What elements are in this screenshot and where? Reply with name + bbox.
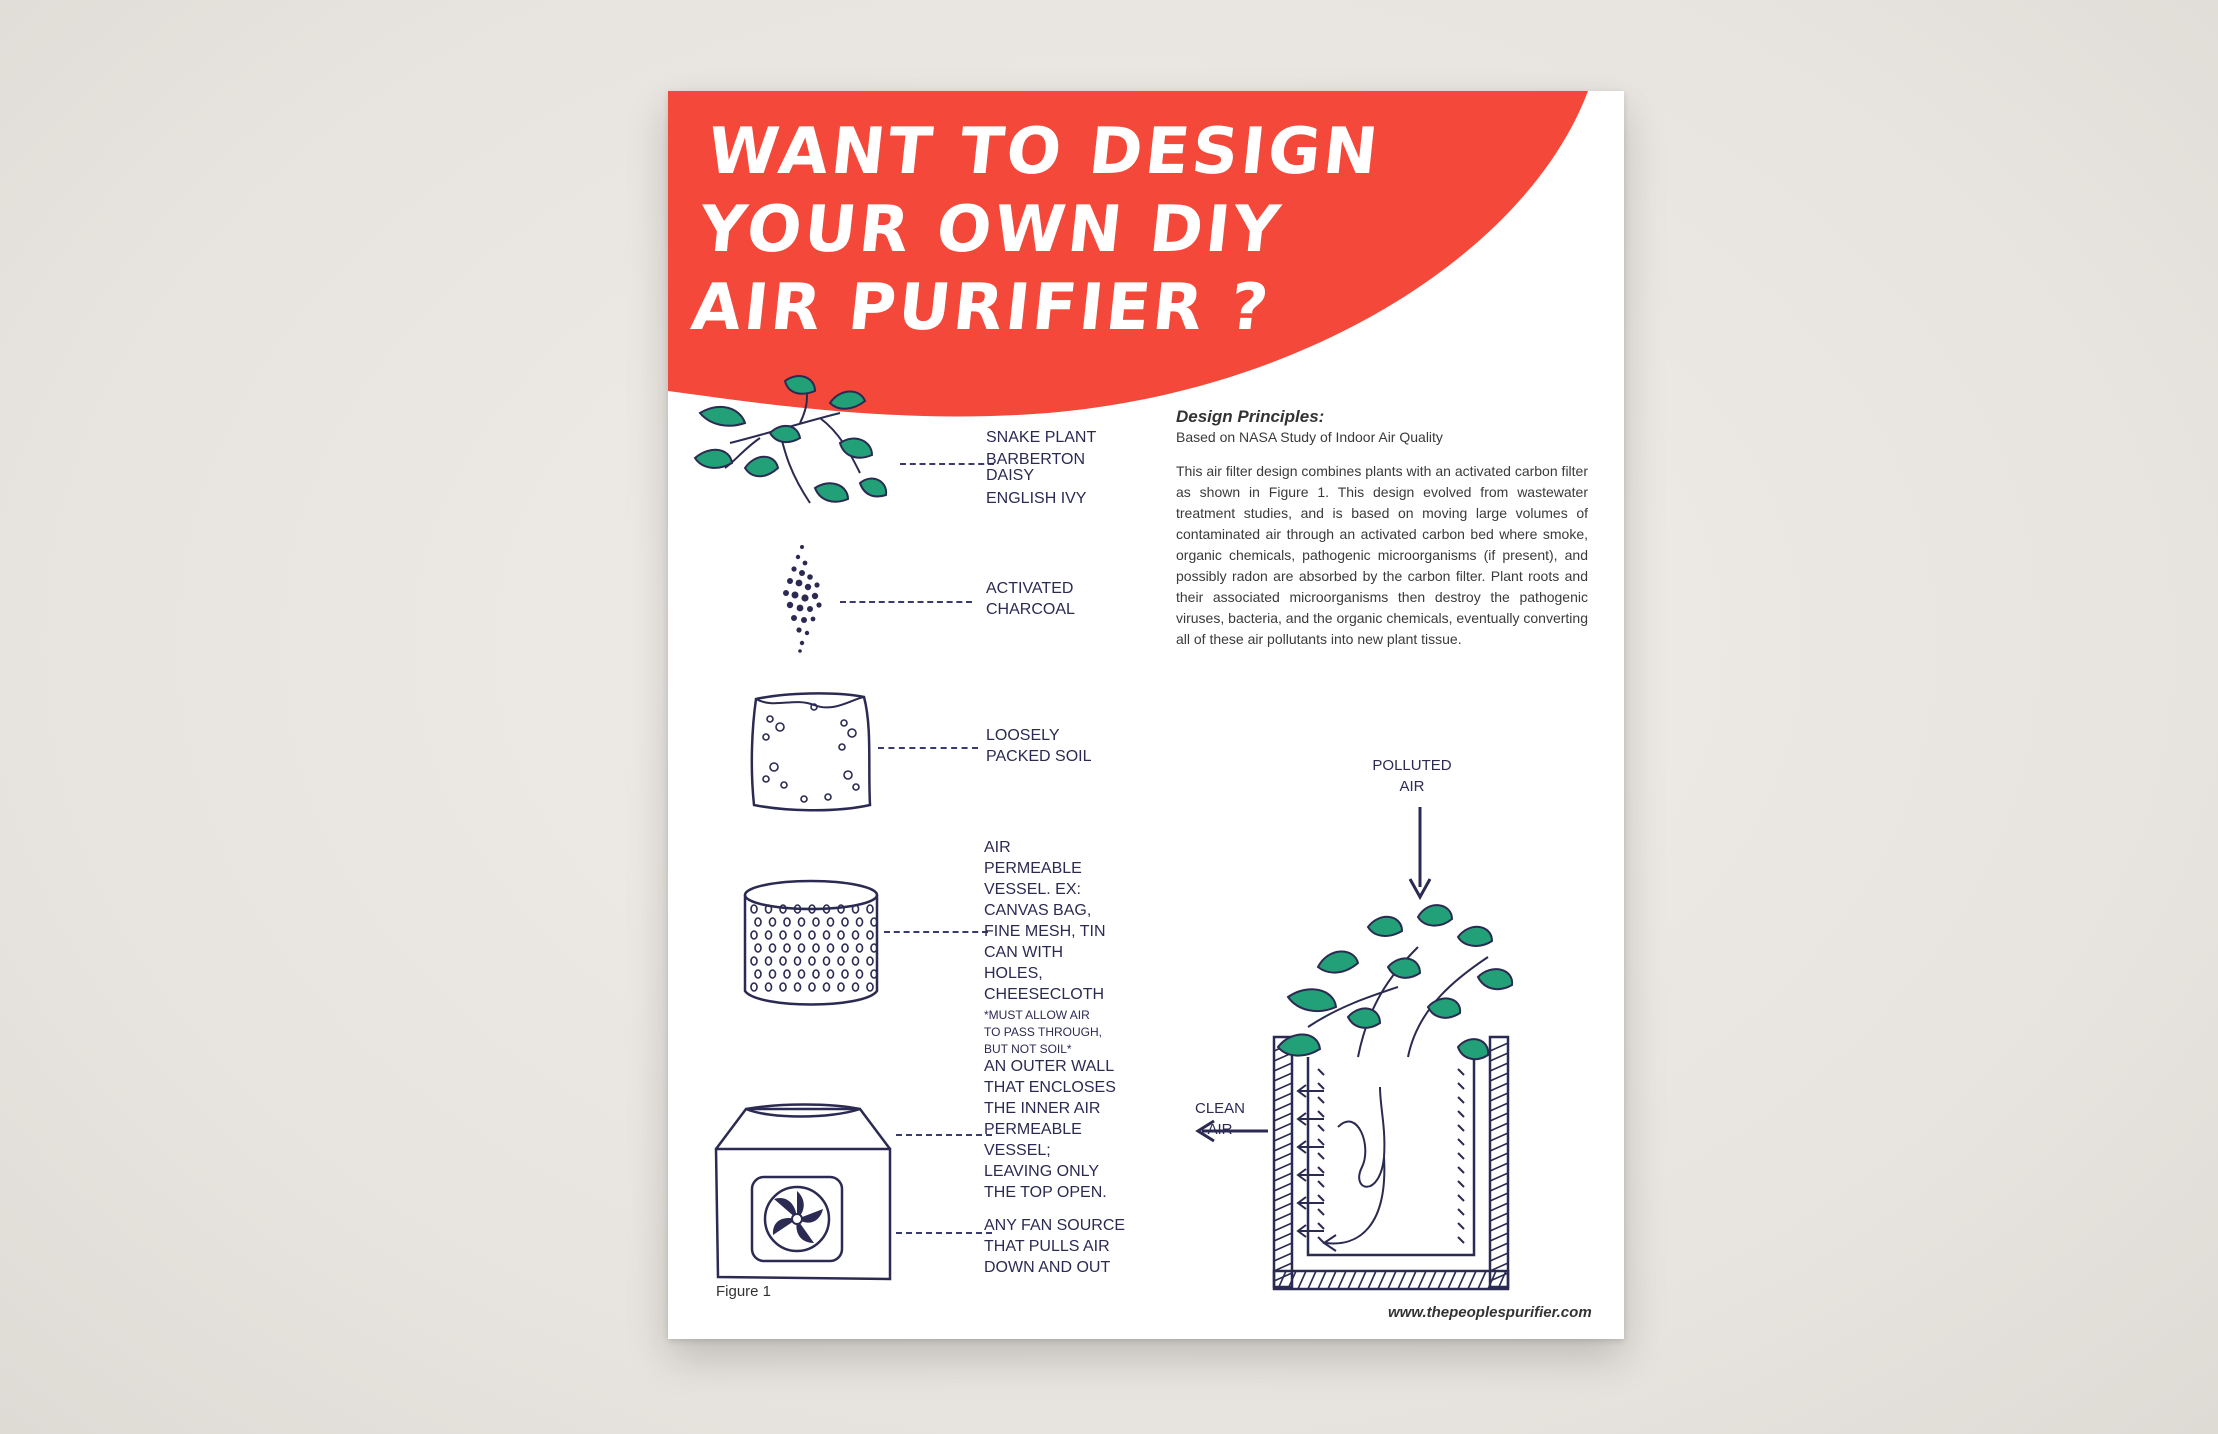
principles-subheading: Based on NASA Study of Indoor Air Quality xyxy=(1176,429,1443,445)
vessel-leader-line xyxy=(884,931,988,933)
plant-name: BARBERTON DAISY xyxy=(986,451,1085,484)
label-outer-wall: AN OUTER WALL THAT ENCLOSES THE INNER AIR PERMEABLE VESSEL; LEAVING ONLY THE TOP OPEN. xyxy=(984,1058,1116,1201)
principles-body: This air filter design combines plants with an activated carbon filter as shown in Figure 1. This design evolved from wastewater treatment studies, and is based on moving large volumes of contaminated air through an activated carbon bed where smoke, organic chemicals, pathogenic microorganisms (if present), and possibly radon are absorbed by the carbon filter. Plant roots and their associated microorganisms then destroy the pathogenic viruses, bacteria, and the organic chemicals, eventually converting all of these air pollutants into new plant tissue. xyxy=(1176,463,1588,647)
title-line-2: YOUR OWN DIY xyxy=(696,193,1287,267)
design-principles xyxy=(1176,407,1588,650)
plants-leader-line xyxy=(900,463,994,465)
purifier-cross-section xyxy=(1158,807,1598,1339)
plant-name: SNAKE PLANT xyxy=(986,429,1097,446)
plant-name: ENGLISH IVY xyxy=(986,490,1087,507)
title-line-3: AIR PURIFIER ? xyxy=(687,271,1275,345)
website-url: www.thepeoplespurifier.com xyxy=(1388,1304,1592,1321)
label-plants xyxy=(986,427,1116,509)
page-title xyxy=(688,113,1385,347)
vessel-illustration xyxy=(738,875,884,1015)
principles-heading: Design Principles: xyxy=(1176,407,1325,426)
poster-sheet xyxy=(668,91,1624,1339)
label-soil: LOOSELY PACKED SOIL xyxy=(986,727,1092,765)
vessel-note: *MUST ALLOW AIR TO PASS THROUGH, BUT NOT SOIL* xyxy=(984,1008,1103,1056)
clean-air-arrow xyxy=(1198,1121,1268,1141)
title-line-1: WANT TO DESIGN xyxy=(704,115,1385,189)
label-fan: ANY FAN SOURCE THAT PULLS AIR DOWN AND OUT xyxy=(984,1217,1126,1276)
wall-leader-line xyxy=(896,1134,992,1136)
polluted-air-label: POLLUTED AIR xyxy=(1372,757,1452,795)
vessel-text: AIR PERMEABLE VESSEL. EX: CANVAS BAG, FINE MESH, TIN CAN WITH HOLES, CHEESECLOTH xyxy=(984,839,1106,1003)
outer-box-illustration xyxy=(710,1103,896,1283)
charcoal-illustration xyxy=(772,543,832,655)
figure-label: Figure 1 xyxy=(716,1283,772,1300)
soil-illustration xyxy=(744,687,884,817)
soil-leader-line xyxy=(878,747,978,749)
fan-leader-line xyxy=(896,1232,992,1234)
label-charcoal: ACTIVATED CHARCOAL xyxy=(986,580,1075,618)
polluted-air-arrow xyxy=(1410,807,1430,897)
plant-illustration xyxy=(690,373,900,523)
clean-air-label: CLEAN AIR xyxy=(1194,1100,1246,1138)
label-vessel xyxy=(984,837,1108,1058)
charcoal-leader-line xyxy=(840,601,972,603)
